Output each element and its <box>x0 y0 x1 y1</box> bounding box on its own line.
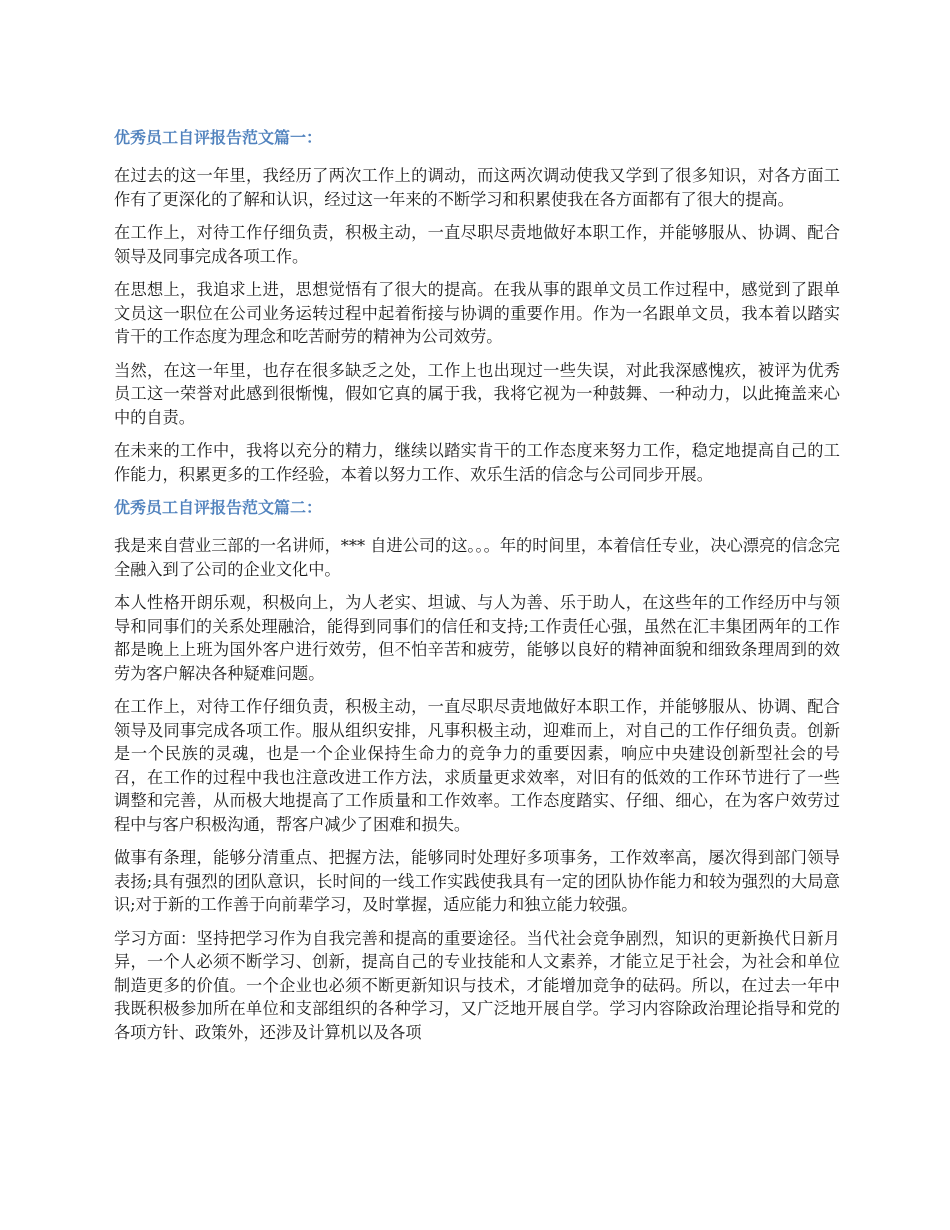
paragraph: 我是来自营业三部的一名讲师，*** 自进公司的这。。。年的时间里，本着信任专业，决心漂亮的信念完全融入到了公司的企业文化中。 <box>114 536 840 579</box>
paragraph: 在未来的工作中，我将以充分的精力，继续以踏实肯干的工作态度来努力工作，稳定地提高自己的工作能力，积累更多的工作经验，本着以努力工作、欢乐生活的信念与公司同步开展。 <box>114 441 840 484</box>
document-page <box>114 126 840 1054</box>
section-heading: 优秀员工自评报告范文篇一： <box>114 128 323 147</box>
section-2 <box>114 496 840 1044</box>
section-heading: 优秀员工自评报告范文篇二： <box>114 498 323 517</box>
paragraph: 在过去的这一年里，我经历了两次工作上的调动，而这两次调动使我又学到了很多知识，对各方面工作有了更深化的了解和认识，经过这一年来的不断学习和积累使我在各方面都有了很大的提高。 <box>114 166 840 209</box>
paragraph: 在工作上，对待工作仔细负责，积极主动，一直尽职尽责地做好本职工作，并能够服从、协调、配合领导及同事完成各项工作。服从组织安排，凡事积极主动，迎难而上，对自己的工作仔细负责。创新是一个民族的灵魂，也是一个企业保持生命力的竞争力的重要因素，响应中央建设创新型社会的号召，在工作的过程中我也注意改进工作方法，求质量更求效率，对旧有的低效的工作环节进行了一些调整和完善，从而极大地提高了工作质量和工作效率。工作态度踏实、仔细、细心，在为客户效劳过程中与客户积极沟通，帮客户减少了困难和损失。 <box>114 697 840 834</box>
paragraph: 在思想上，我追求上进，思想觉悟有了很大的提高。在我从事的跟单文员工作过程中，感觉到了跟单文员这一职位在公司业务运转过程中起着衔接与协调的重要作用。作为一名跟单文员，我本着以踏实肯干的工作态度为理念和吃苦耐劳的精神为公司效劳。 <box>114 280 840 346</box>
paragraph: 做事有条理，能够分清重点、把握方法，能够同时处理好多项事务，工作效率高，屡次得到部门领导表扬;具有强烈的团队意识，长时间的一线工作实践使我具有一定的团队协作能力和较为强烈的大局意识;对于新的工作善于向前辈学习，及时掌握，适应能力和独立能力较强。 <box>114 848 840 914</box>
paragraph: 当然，在这一年里，也存在很多缺乏之处，工作上也出现过一些失误，对此我深感愧疚，被评为优秀员工这一荣誉对此感到很惭愧，假如它真的属于我，我将它视为一种鼓舞、一种动力，以此掩盖来心中的自责。 <box>114 360 840 427</box>
paragraph: 本人性格开朗乐观，积极向上，为人老实、坦诚、与人为善、乐于助人，在这些年的工作经历中与领导和同事们的关系处理融洽，能得到同事们的信任和支持;工作责任心强，虽然在汇丰集团两年的工作都是晚上上班为国外客户进行效劳，但不怕辛苦和疲劳，能够以良好的精神面貌和细致条理周到的效劳为客户解决各种疑难问题。 <box>114 593 840 683</box>
paragraph: 学习方面：坚持把学习作为自我完善和提高的重要途径。当代社会竞争剧烈，知识的更新换代日新月异，一个人必须不断学习、创新，提高自己的专业技能和人文素养，才能立足于社会，为社会和单位制造更多的价值。一个企业也必须不断更新知识与技术，才能增加竞争的砝码。所以，在过去一年中我既积极参加所在单位和支部组织的各种学习，又广泛地开展自学。学习内容除政治理论指导和党的各项方针、政策外，还涉及计算机以及各项 <box>114 928 840 1042</box>
section-1 <box>114 126 840 486</box>
paragraph: 在工作上，对待工作仔细负责，积极主动，一直尽职尽责地做好本职工作，并能够服从、协调、配合领导及同事完成各项工作。 <box>114 223 840 266</box>
